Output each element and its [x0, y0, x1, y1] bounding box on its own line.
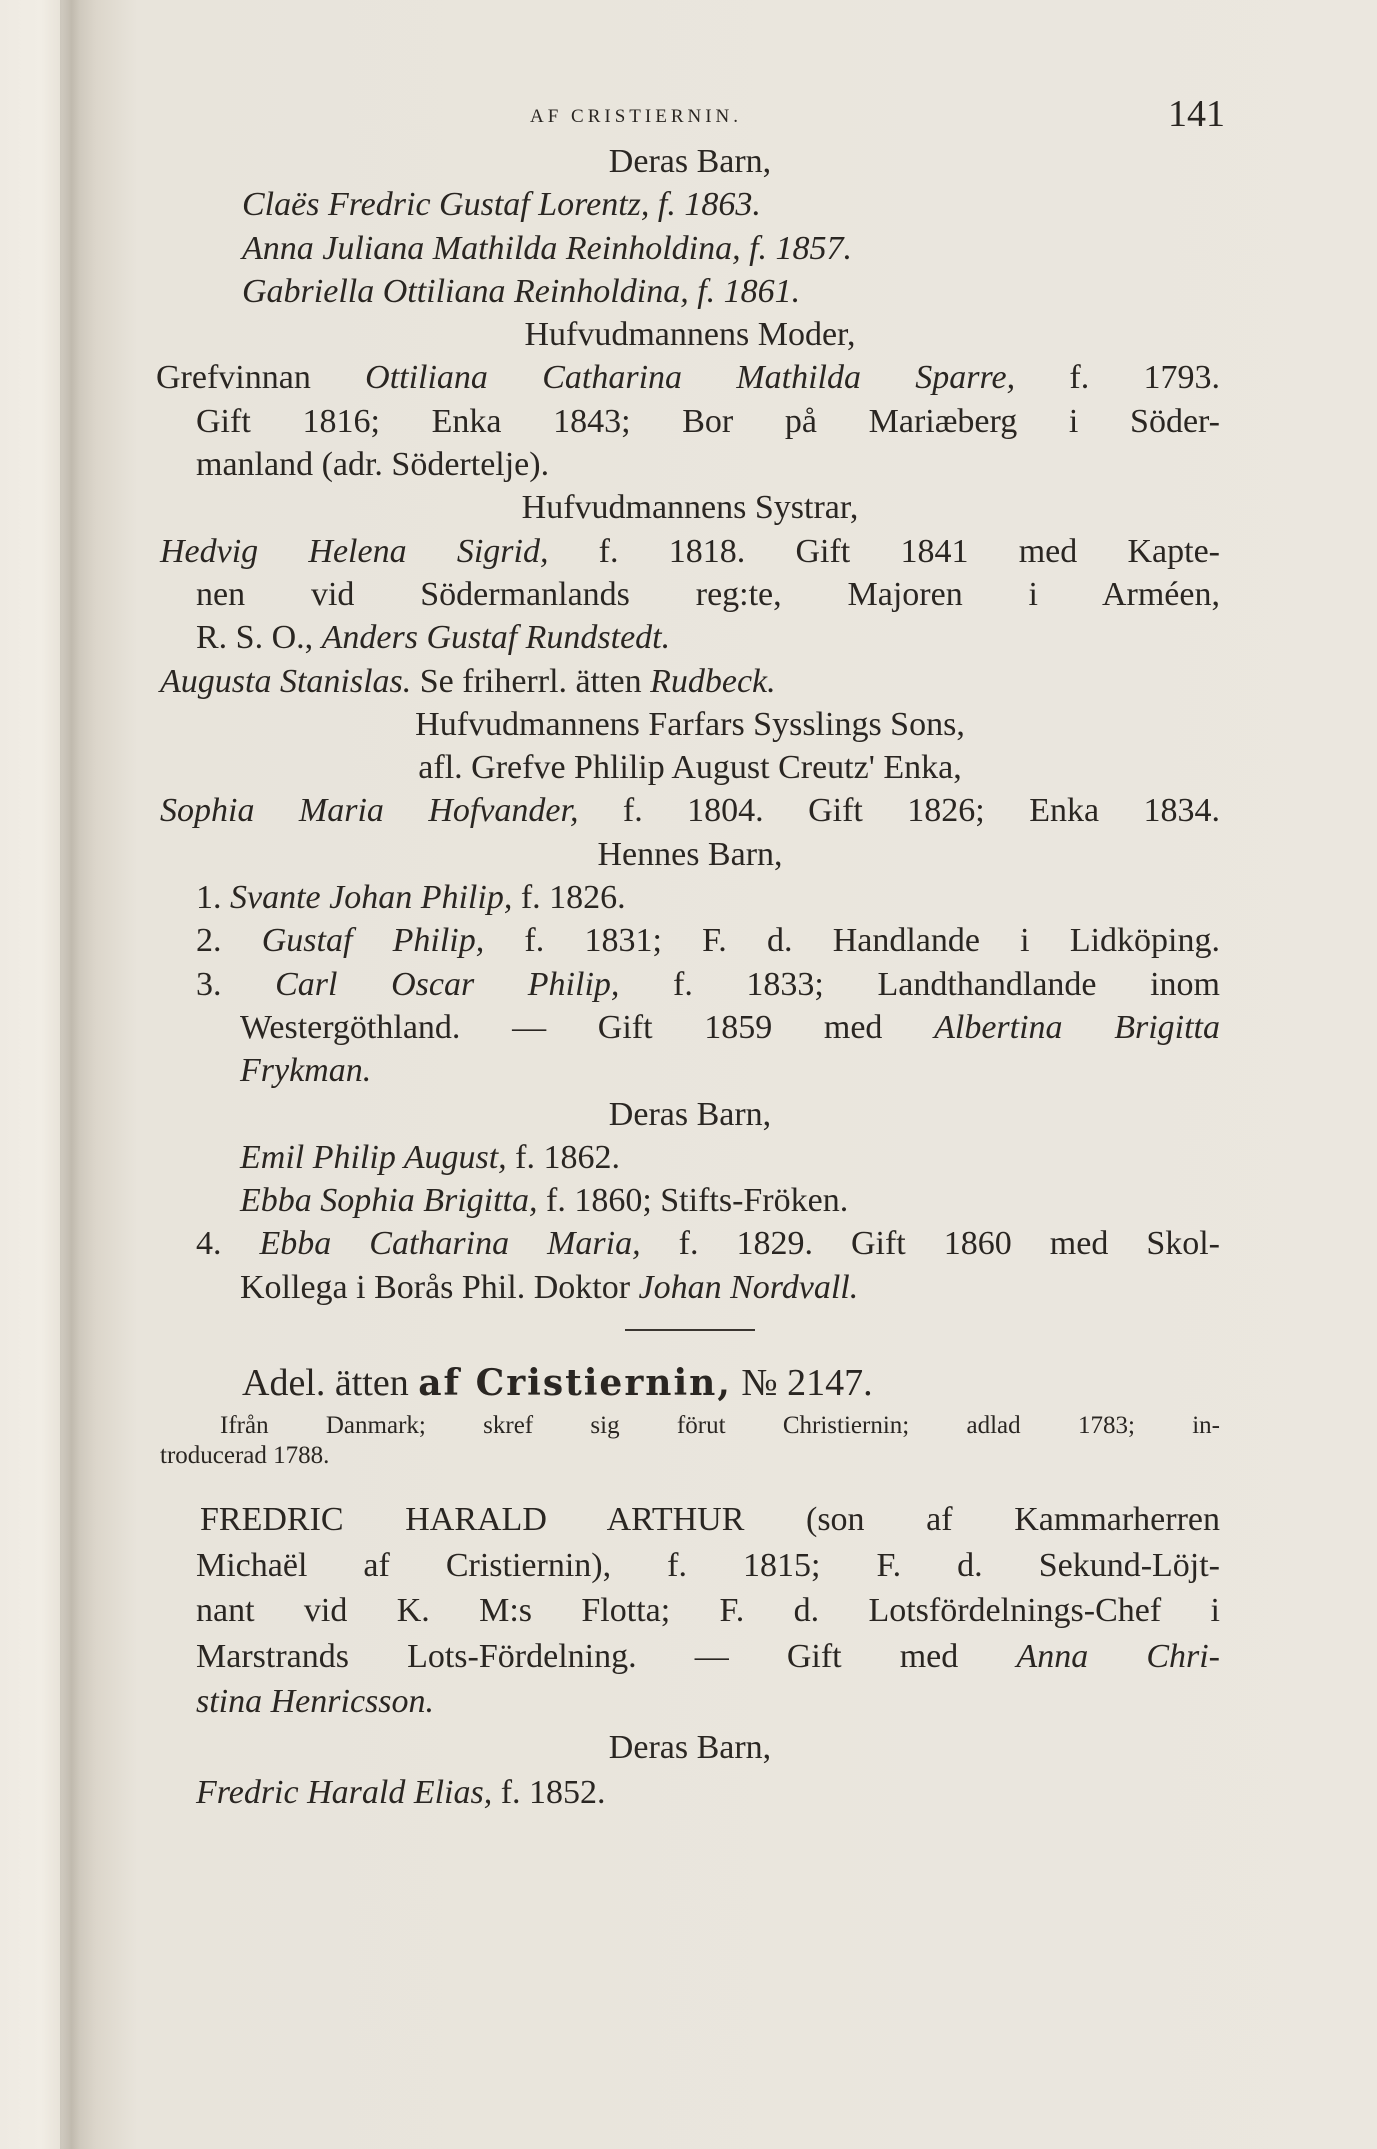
running-head-title: AF CRISTIERNIN. [530, 106, 743, 127]
text-line: Michaël af Cristiernin), f. 1815; F. d. Sekund-Löjt- [196, 1546, 1220, 1584]
subheading: afl. Grefve Phlilip August Creutz' Enka, [418, 749, 962, 787]
page-number: 141 [1168, 93, 1225, 135]
widow-entry: Sophia Maria Hofvander, f. 1804. Gift 1826; Enka 1834. [160, 792, 1220, 830]
section-divider [625, 1329, 755, 1331]
text-block [156, 90, 1225, 1816]
grandchild-entry: Emil Philip August, f. 1862. [240, 1138, 620, 1176]
subheading: Deras Barn, [608, 1095, 772, 1133]
text-line: Kollega i Borås Phil. Doktor Johan Nordvall. [240, 1268, 859, 1306]
sister-entry: Augusta Stanislas. Se friherrl. ätten Rudbeck. [160, 662, 776, 700]
text-line: R. S. O., Anders Gustaf Rundstedt. [196, 619, 671, 657]
text-line: nant vid K. M:s Flotta; F. d. Lotsfördelnings-Chef i [196, 1592, 1220, 1630]
family-name: af Cristiernin, [418, 1362, 732, 1405]
numbered-child-entry: 3. Carl Oscar Philip, f. 1833; Landthandlande inom [196, 965, 1220, 1003]
text-line: stina Henricsson. [196, 1683, 434, 1721]
sister-entry: Hedvig Helena Sigrid, f. 1818. Gift 1841 med Kapte- [160, 532, 1220, 570]
subheading: Hufvudmannens Systrar, [521, 489, 859, 527]
text-line: Frykman. [240, 1052, 372, 1090]
child-entry: Fredric Harald Elias, f. 1852. [196, 1774, 606, 1812]
page-fold-shadow [60, 0, 80, 2149]
numbered-child-entry: 1. Svante Johan Philip, f. 1826. [196, 879, 626, 917]
family-intro-line: troducerad 1788. [160, 1442, 330, 1470]
subheading: Hennes Barn, [597, 835, 783, 873]
mother-entry: Grefvinnan Ottiliana Catharina Mathilda Sparre, f. 1793. [156, 359, 1221, 397]
subheading: Hufvudmannens Farfars Sysslings Sons, [415, 705, 965, 743]
family-intro-line: Ifrån Danmark; skref sig förut Christiernin; adlad 1783; in- [220, 1412, 1220, 1440]
numbered-child-entry: 4. Ebba Catharina Maria, f. 1829. Gift 1860 med Skol- [196, 1225, 1221, 1263]
numbered-child-entry: 2. Gustaf Philip, f. 1831; F. d. Handlande i Lidköping. [196, 922, 1220, 960]
subheading: Deras Barn, [608, 1728, 772, 1766]
text-line: Westergöthland. — Gift 1859 med Albertina Brigitta [240, 1008, 1220, 1046]
head-entry: FREDRIC HARALD ARTHUR (son af Kammarherren [200, 1501, 1220, 1539]
family-entry [160, 1497, 1220, 1816]
running-head [160, 90, 1225, 140]
child-entry: Anna Juliana Mathilda Reinholdina, f. 1857. [242, 229, 853, 267]
subheading: Hufvudmannens Moder, [524, 316, 856, 354]
subheading: Deras Barn, [608, 143, 772, 180]
text-line: nen vid Södermanlands reg:te, Majoren i Arméen, [196, 575, 1220, 613]
text-line: Marstrands Lots-Fördelning. — Gift med Anna Chri- [196, 1637, 1220, 1675]
grandchild-entry: Ebba Sophia Brigitta, f. 1860; Stifts-Fröken. [240, 1182, 849, 1220]
child-entry: Gabriella Ottiliana Reinholdina, f. 1861. [242, 272, 801, 310]
child-entry: Claës Fredric Gustaf Lorentz, f. 1863. [242, 186, 761, 224]
text-line: manland (adr. Södertelje). [196, 446, 550, 484]
family-heading: Adel. ätten af Cristiernin, № 2147. [242, 1362, 873, 1405]
text-line: Gift 1816; Enka 1843; Bor på Mariæberg i Söder- [196, 402, 1220, 440]
